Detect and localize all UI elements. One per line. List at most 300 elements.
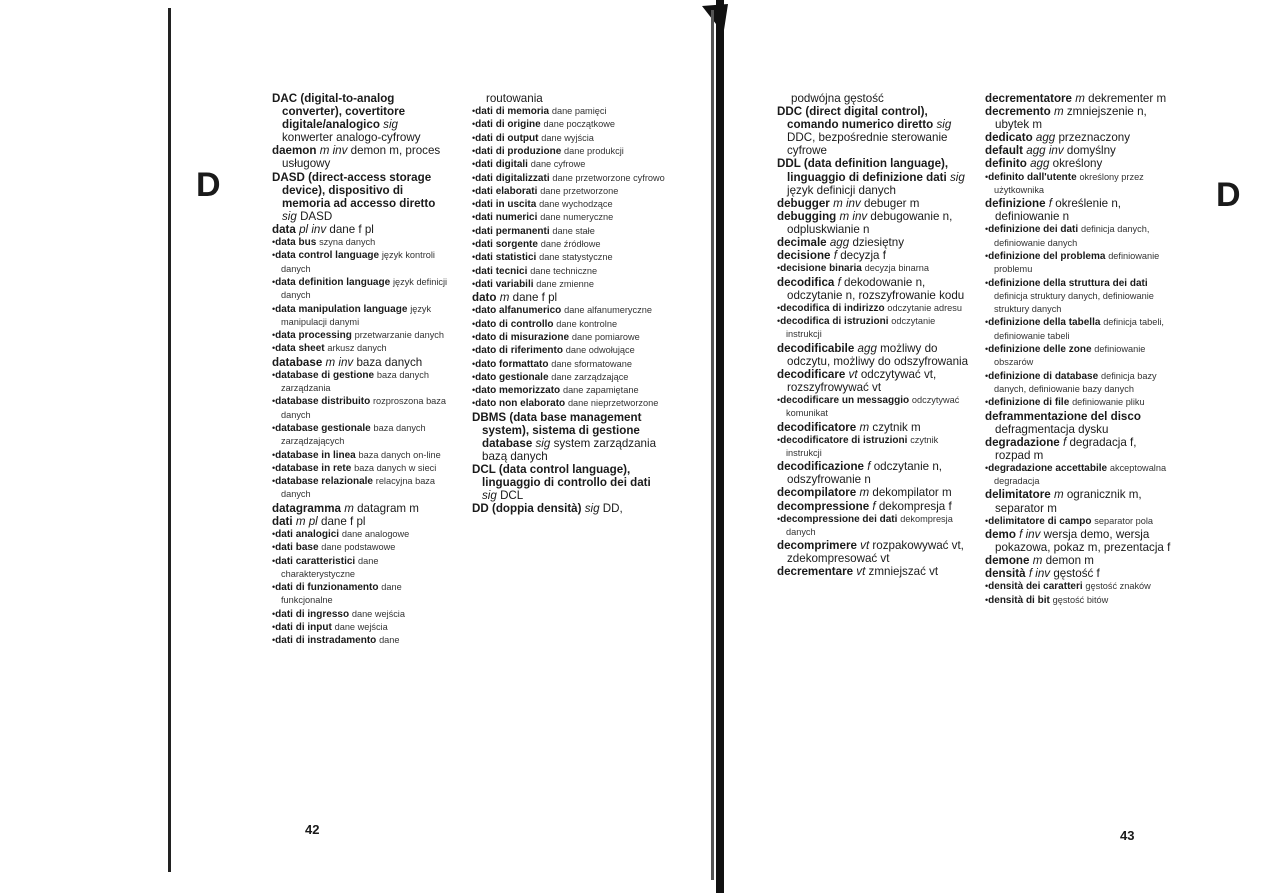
entry-headword: decompressione (777, 499, 870, 513)
subentry-translation: dane wyjścia (541, 132, 594, 143)
subentry-headword: delimitatore di campo (988, 515, 1092, 527)
subentry (777, 513, 969, 540)
subentry-headword: dati analogici (275, 528, 340, 540)
subentry (777, 394, 969, 421)
entry-grammar: f (1048, 197, 1053, 211)
subentry (272, 422, 452, 449)
entry (272, 92, 452, 144)
entry-translation: decyzja f (840, 249, 886, 263)
subentry (985, 250, 1175, 277)
subentry-translation: gęstość bitów (1052, 594, 1109, 605)
subentry-translation: dane techniczne (530, 265, 598, 276)
entry (777, 276, 969, 302)
entry-grammar: sig (949, 170, 965, 184)
subentry (777, 315, 969, 342)
subentry (985, 171, 1175, 198)
entry (985, 144, 1175, 157)
entry-headword: decompilatore (777, 486, 857, 500)
entry (985, 105, 1175, 131)
entry-headword: decodifica (777, 275, 835, 289)
subentry (472, 118, 668, 131)
entry-grammar: agg (857, 341, 877, 355)
subentry (472, 145, 668, 158)
subentry-headword: dato di misurazione (475, 331, 570, 343)
entry-headword: database (272, 355, 323, 369)
subentry-translation: dane zarządzające (551, 371, 629, 382)
tab-letter-text: D (1216, 176, 1241, 214)
subentry-translation: język kontroli danych (281, 250, 435, 274)
entry (777, 157, 969, 196)
entry-headword: debugger (777, 196, 830, 210)
entry-headword: decisione (777, 249, 831, 263)
right-tab-letter (1216, 178, 1241, 212)
entry-translation: baza danych (356, 355, 423, 369)
subentry-headword: definizione della tabella (988, 317, 1101, 329)
entry-translation: dane f pl (329, 222, 374, 236)
entry (985, 410, 1175, 436)
subentry (272, 541, 452, 554)
subentry-translation: dane zapamiętane (562, 385, 639, 396)
subentry-headword: dati base (275, 542, 319, 554)
entry (777, 368, 969, 394)
entry-grammar: m (1053, 105, 1064, 119)
subentry-headword: dati di origine (475, 119, 541, 131)
entry-grammar: m (344, 501, 354, 515)
subentry-translation: separator pola (1094, 515, 1154, 526)
subentry (272, 329, 452, 342)
entry-translation: dziesiętny (852, 236, 904, 250)
subentry-headword: data sheet (275, 343, 325, 355)
left-tab-letter (196, 168, 221, 202)
subentry (472, 198, 668, 211)
entry-grammar: sig (535, 436, 551, 450)
entry (272, 515, 452, 528)
subentry-translation: baza danych zarządzania (281, 369, 429, 394)
entry-grammar: vt (848, 367, 858, 381)
subentry (272, 303, 452, 330)
entry-translation: określenie n, definiowanie n (995, 197, 1121, 224)
entry-headword: daemon (272, 144, 317, 158)
subentry-headword: dato di riferimento (475, 345, 563, 357)
entry (777, 236, 969, 249)
subentry (272, 369, 452, 396)
subentry (472, 397, 668, 410)
entry-headword: decrementatore (985, 92, 1072, 105)
subentry-headword: degradazione accettabile (988, 462, 1108, 474)
subentry-translation: dane wejścia (351, 608, 405, 619)
subentry (472, 278, 668, 291)
subentry (272, 462, 452, 475)
subentry-translation: dane statystyczne (539, 252, 613, 263)
entry-grammar: m (859, 420, 870, 434)
entry-grammar: m inv (319, 144, 348, 158)
subentry (272, 621, 452, 634)
subentry-translation: przetwarzanie danych (354, 330, 445, 341)
entry (777, 197, 969, 210)
subentry (272, 634, 452, 647)
entry-headword: demo (985, 527, 1016, 541)
subentry-headword: data manipulation language (275, 303, 408, 315)
subentry-headword: definizione di file (988, 397, 1070, 409)
subentry-headword: dati di input (275, 622, 332, 634)
entry-headword: DASD (direct-access storage device), dispositivo di memoria ad accesso diretto (272, 170, 436, 210)
right-page-column-2 (985, 92, 1175, 607)
subentry (472, 238, 668, 251)
subentry-translation: dane charakterystyczne (281, 555, 379, 579)
entry-translation: wersja demo, wersja pokazowa, pokaz m, prezentacja f (995, 527, 1171, 555)
subentry (272, 395, 452, 422)
subentry-headword: definizione del problema (988, 250, 1106, 262)
entry-headword: DCL (data control language), linguaggio di controllo dei dati (472, 463, 651, 490)
subentry (472, 331, 668, 344)
subentry-headword: decompressione dei dati (780, 513, 898, 525)
entry (985, 131, 1175, 144)
subentry-headword: definizione dei dati (988, 224, 1079, 236)
entry-headword: demone (985, 554, 1030, 568)
subentry (272, 581, 452, 608)
entry (777, 342, 969, 368)
subentry (472, 105, 668, 118)
entry-translation: dekrementer m (1088, 92, 1167, 105)
entry-headword: deframmentazione del disco (985, 409, 1141, 423)
entry-grammar: f inv (1019, 527, 1041, 541)
entry-translation: degradacja f, rozpad m (995, 435, 1137, 462)
entry-translation: zmniejszać vt (868, 565, 939, 579)
subentry (472, 185, 668, 198)
entry-headword: default (985, 144, 1024, 158)
entry-headword: DDC (direct digital control), comando numerico diretto (777, 105, 934, 132)
subentry-headword: dato alfanumerico (475, 305, 562, 317)
entry (472, 291, 668, 304)
entry-grammar: m (859, 486, 870, 500)
entry-headword: DBMS (data base management system), sistema di gestione database (472, 410, 642, 450)
subentry-headword: dato gestionale (475, 371, 549, 383)
subentry-translation: definiowanie problemu (994, 250, 1160, 275)
subentry-headword: data control language (275, 250, 380, 262)
entry-translation: konwerter analogo-cyfrowy (282, 131, 421, 145)
subentry-translation: baza danych w sieci (354, 462, 437, 473)
subentry-translation: dane alfanumeryczne (564, 305, 652, 316)
subentry-translation: dane pamięci (551, 106, 607, 117)
subentry-headword: dati di memoria (475, 106, 550, 118)
subentry-translation: definicja danych, definiowanie danych (994, 224, 1150, 248)
entry (985, 92, 1175, 105)
subentry-headword: database in linea (275, 449, 356, 461)
subentry-translation: akceptowalna degradacja (994, 462, 1167, 487)
entry-grammar: m (499, 291, 510, 305)
subentry-translation: dane przetworzone (540, 185, 619, 196)
subentry-translation: dane odwołujące (565, 345, 635, 356)
subentry (777, 262, 969, 275)
entry (472, 411, 668, 463)
entry-translation: datagram m (357, 501, 419, 515)
subentry (985, 515, 1175, 528)
entry-grammar: vt (860, 539, 870, 553)
subentry-headword: dati di instradamento (275, 635, 377, 647)
entry (777, 565, 969, 578)
entry-translation: język definicji danych (787, 183, 896, 197)
subentry-headword: decodifica di istruzioni (780, 316, 889, 327)
book-spine-shadow (702, 0, 728, 893)
entry-translation: system zarządzania bazą danych (482, 436, 657, 463)
subentry (985, 223, 1175, 250)
entry (985, 554, 1175, 567)
continuation-text: routowania (486, 92, 543, 105)
entry-headword: definizione (985, 197, 1046, 211)
subentry-translation: dane pomiarowe (571, 331, 640, 342)
entry (272, 223, 452, 236)
subentry-headword: database relazionale (275, 476, 373, 488)
entry-translation: debugowanie n, odpluskwianie n (787, 209, 953, 236)
entry-translation: rozpakowywać vt, zdekompresować vt (787, 539, 964, 566)
subentry (985, 462, 1175, 489)
entry-grammar: m inv (833, 196, 861, 210)
entry (777, 460, 969, 486)
entry-grammar: m (1032, 554, 1043, 568)
entry-translation: DDC, bezpośrednie sterowanie cyfrowe (787, 131, 948, 158)
entry-translation: odczytywać vt, rozszyfrowywać vt (787, 367, 937, 394)
entry (777, 500, 969, 513)
subentry-headword: dati di output (475, 132, 539, 144)
entry-grammar: agg inv (1026, 144, 1064, 158)
subentry-translation: rozproszona baza danych (281, 396, 446, 420)
subentry-headword: definito dall'utente (988, 171, 1077, 183)
subentry-headword: dati variabili (475, 278, 534, 290)
subentry-translation: czytnik instrukcji (786, 434, 939, 458)
subentry (985, 316, 1175, 343)
entry-translation: ogranicznik m, separator m (995, 488, 1142, 515)
subentry-headword: data definition language (275, 276, 391, 288)
subentry (472, 225, 668, 238)
subentry-headword: dati statistici (475, 252, 537, 264)
entry-grammar: pl inv (299, 222, 327, 236)
subentry-headword: database distribuito (275, 396, 371, 408)
subentry-translation: baza danych zarządzających (281, 422, 426, 447)
subentry-headword: dati di produzione (475, 145, 562, 157)
subentry-headword: definizione di database (988, 370, 1099, 382)
subentry-translation: dane stałe (552, 225, 595, 236)
left-page-column-2 (472, 92, 668, 515)
entry (272, 144, 452, 170)
subentry (985, 343, 1175, 370)
subentry (777, 302, 969, 315)
entry-translation: defragmentacja dysku (995, 422, 1109, 436)
entry-headword: DDL (data definition language), linguaggio di definizione dati (777, 157, 949, 184)
entry-translation: demon m (1045, 554, 1094, 568)
page-number-right: 43 (1120, 828, 1135, 843)
entry-grammar: agg (1035, 131, 1056, 145)
subentry-translation: określony przez użytkownika (994, 171, 1144, 195)
subentry-translation: dane początkowe (543, 119, 616, 130)
entry-translation: gęstość f (1053, 567, 1100, 581)
entry-translation: DASD (300, 209, 333, 223)
entry-grammar: f (872, 499, 876, 513)
subentry-translation: szyna danych (319, 237, 376, 248)
entry-headword: dati (272, 514, 293, 528)
entry-translation: demon m, proces usługowy (282, 144, 441, 171)
entry (777, 210, 969, 236)
entry-grammar: m pl (295, 514, 318, 528)
entry-grammar: sig (584, 502, 600, 516)
subentry-headword: definizione delle zone (988, 344, 1092, 356)
entry-grammar: sig (383, 118, 398, 132)
entry (472, 502, 668, 515)
right-page-column-1 (777, 92, 969, 579)
subentry-headword: decisione binaria (780, 263, 862, 275)
subentry-headword: dato memorizzato (475, 385, 561, 397)
subentry-headword: dati elaborati (475, 185, 538, 197)
subentry-headword: dati sorgente (475, 239, 538, 251)
subentry (472, 251, 668, 264)
subentry-headword: dato formattato (475, 358, 549, 370)
entry-grammar: agg (1030, 157, 1050, 171)
subentry (472, 172, 668, 185)
entry-headword: data (272, 222, 296, 236)
subentry-headword: dati di ingresso (275, 608, 350, 620)
entry (985, 528, 1175, 554)
entry (777, 249, 969, 262)
subentry-headword: dati di funzionamento (275, 582, 379, 594)
entry (985, 436, 1175, 462)
subentry-headword: densità di bit (988, 594, 1050, 606)
subentry-translation: język definicji danych (281, 276, 448, 301)
entry (272, 502, 452, 515)
entry-grammar: sig (936, 118, 952, 132)
subentry (272, 236, 452, 249)
subentry-translation: odczytanie instrukcji (786, 316, 936, 340)
subentry (985, 580, 1175, 593)
entry-translation: dekompilator m (872, 486, 952, 500)
entry-headword: decomprimere (777, 539, 857, 553)
continuation-text: podwójna gęstość (791, 92, 884, 105)
subentry-headword: decodifica di indirizzo (780, 302, 885, 314)
subentry-translation: dekompresja danych (786, 513, 953, 537)
subentry (472, 358, 668, 371)
entry-translation: odczytanie n, odszyfrowanie n (787, 460, 943, 487)
entry-translation: dekompresja f (878, 499, 952, 513)
subentry-translation: definiowanie obszarów (994, 344, 1146, 368)
subentry-translation: relacyjna baza danych (281, 476, 436, 500)
entry-headword: decremento (985, 105, 1051, 119)
subentry-headword: data bus (275, 237, 317, 249)
subentry (472, 344, 668, 357)
subentry-headword: database gestionale (275, 422, 371, 434)
subentry-translation: definicja struktury danych, definiowanie struktury danych (994, 290, 1154, 315)
entry-headword: decodificabile (777, 341, 855, 355)
entry-translation: możliwy do odczytu, możliwy do odszyfrowania (787, 341, 969, 368)
entry-translation: dane f pl (512, 291, 558, 305)
subentry (777, 434, 969, 461)
entry-grammar: agg (829, 236, 850, 250)
entry-grammar: sig (282, 209, 297, 223)
entry (272, 171, 452, 223)
entry-grammar: m (1053, 488, 1064, 502)
entry (272, 356, 452, 369)
entry-grammar: vt (856, 565, 866, 579)
left-page-column-1 (272, 92, 452, 648)
entry-translation: dane f pl (321, 514, 366, 528)
page-number-left: 42 (305, 822, 320, 837)
subentry-headword: decodificare un messaggio (780, 394, 910, 406)
entry-grammar: f (1062, 435, 1067, 449)
subentry (472, 211, 668, 224)
entry-grammar: f inv (1028, 567, 1051, 581)
entry-headword: debugging (777, 209, 837, 223)
subentry-translation: definicja bazy danych, definiowanie bazy danych (994, 370, 1157, 394)
entry-grammar: f (867, 460, 871, 474)
subentry-headword: dati permanenti (475, 225, 550, 237)
subentry (272, 449, 452, 462)
entry-headword: densità (985, 567, 1026, 581)
entry-grammar: m (1075, 92, 1085, 105)
subentry-translation: język manipulacji danymi (281, 303, 432, 327)
subentry-translation: arkusz danych (327, 343, 387, 354)
subentry (272, 608, 452, 621)
entry (777, 105, 969, 157)
entry-headword: definito (985, 157, 1027, 171)
subentry (985, 594, 1175, 607)
entry-headword: decimale (777, 236, 827, 250)
entry-translation: DCL (500, 489, 524, 503)
subentry (272, 276, 452, 303)
continuation-line (472, 92, 668, 105)
subentry-headword: dato di controllo (475, 318, 554, 330)
subentry-translation: dane (379, 635, 400, 646)
subentry (272, 342, 452, 355)
subentry-headword: database in rete (275, 462, 352, 474)
subentry-translation: dane wejścia (334, 622, 388, 633)
entry-headword: datagramma (272, 501, 341, 515)
subentry (272, 528, 452, 541)
entry-headword: DAC (digital-to-analog converter), covertitore digitale/analogico (272, 92, 406, 132)
entry-grammar: m inv (839, 209, 868, 223)
subentry (985, 370, 1175, 397)
subentry-headword: dati digitali (475, 159, 528, 171)
entry (985, 197, 1175, 223)
entry (985, 157, 1175, 170)
subentry (472, 132, 668, 145)
subentry-translation: dane kontrolne (556, 318, 618, 329)
subentry (472, 384, 668, 397)
entry-headword: dedicato (985, 131, 1033, 145)
entry-translation: domyślny (1066, 144, 1116, 158)
subentry-translation: dane analogowe (341, 528, 410, 539)
subentry-translation: odczytanie adresu (887, 302, 962, 313)
subentry-headword: dato non elaborato (475, 398, 566, 410)
subentry-translation: dane źródłowe (540, 239, 601, 250)
subentry-translation: decyzja binarna (864, 263, 929, 274)
subentry-translation: odczytywać komunikat (786, 394, 960, 419)
subentry (472, 304, 668, 317)
entry-grammar: m inv (325, 355, 354, 369)
subentry (985, 277, 1175, 317)
entry-translation: czytnik m (872, 420, 921, 434)
subentry-headword: dati caratteristici (275, 555, 356, 567)
entry (985, 488, 1175, 514)
entry-translation: określony (1052, 157, 1103, 171)
entry-headword: degradazione (985, 435, 1060, 449)
entry-grammar: f (833, 249, 837, 263)
entry-headword: dato (472, 291, 497, 305)
entry-translation: przeznaczony (1058, 131, 1131, 145)
subentry-translation: dane funkcjonalne (281, 582, 402, 606)
subentry (272, 555, 452, 582)
subentry-translation: dane zmienne (536, 278, 595, 289)
entry-grammar: f (837, 275, 841, 289)
tab-letter-text: D (196, 166, 221, 204)
subentry-headword: densità dei caratteri (988, 581, 1083, 593)
subentry (472, 318, 668, 331)
